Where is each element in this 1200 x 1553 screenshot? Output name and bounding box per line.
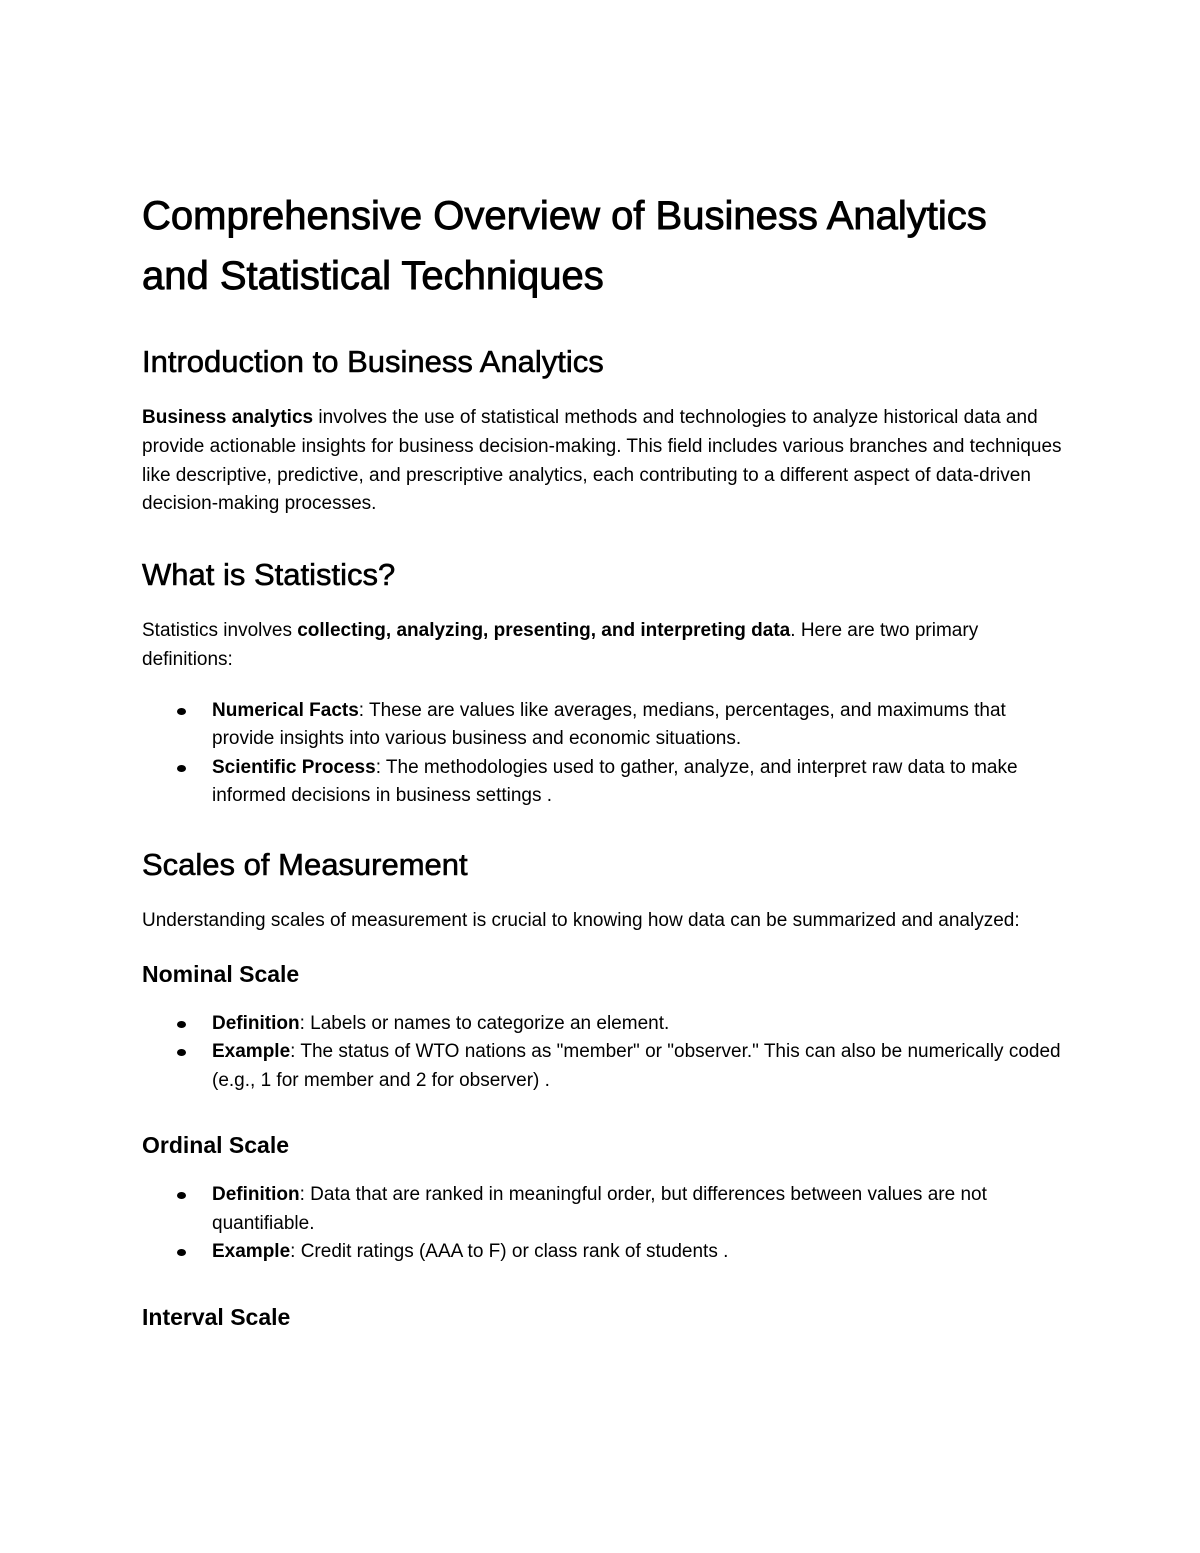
intro-lead-bold: Business analytics [142,407,314,428]
list-item-text: : Data that are ranked in meaningful order, but differences between values are not quantifiable. [212,1184,987,1234]
list-item-text: : Credit ratings (AAA to F) or class rank of students . [290,1241,729,1263]
list-item-term: Definition [212,1012,300,1034]
section-heading-statistics: What is Statistics? [142,557,396,593]
list-item-text: : The status of WTO nations as "member" or "observer." This can also be numerically coded (e.g., 1 for member and 2 for observer) . [212,1041,1061,1091]
statistics-text-post: . Here are two primary definitions: [142,620,979,670]
scales-paragraph: Understanding scales of measurement is crucial to knowing how data can be summarized and analyzed: [142,909,1020,931]
list-item [142,754,1062,811]
subsection-heading-interval: Interval Scale [142,1303,291,1330]
list-item-term: Numerical Facts [212,699,359,721]
intro-text: involves the use of statistical methods and technologies to analyze historical data and provide actionable insights for business decision-making. This field includes various branches and techniques like descriptive, predictive, and prescriptive analytics, each contributing to a different aspect of data-driven decision-making processes. [142,407,1062,515]
list-item [142,1238,1062,1267]
statistics-paragraph [142,617,1062,675]
section-heading-scales: Scales of Measurement [142,846,468,882]
document-title: Comprehensive Overview of Business Analytics and Statistical Techniques [142,194,987,298]
statistics-text-bold: collecting, analyzing, presenting, and interpreting data [297,620,791,642]
ordinal-list [142,1181,1062,1267]
list-item-term: Example [212,1241,291,1263]
subsection-heading-ordinal: Ordinal Scale [142,1132,290,1159]
list-item [142,1181,1062,1238]
list-item-text: : Labels or names to categorize an element. [299,1012,670,1034]
subsection-heading-nominal: Nominal Scale [142,960,300,987]
statistics-text-pre: Statistics involves [142,620,298,642]
list-item-term: Definition [212,1184,300,1206]
section-heading-intro: Introduction to Business Analytics [142,344,604,379]
list-item [142,697,1062,754]
list-item [142,1038,1062,1095]
list-item-term: Scientific Process [212,756,376,778]
list-item [142,1010,1062,1039]
document-page [142,186,1062,1353]
statistics-definitions-list [142,697,1062,811]
nominal-list [142,1010,1062,1096]
list-item-text: : The methodologies used to gather, analyze, and interpret raw data to make informed decisions in business settings . [212,756,1018,807]
list-item-text: : These are values like averages, medians, percentages, and maximums that provide insights into various business and economic situations. [212,699,1006,750]
list-item-term: Example [212,1041,291,1063]
intro-paragraph [142,404,1062,519]
